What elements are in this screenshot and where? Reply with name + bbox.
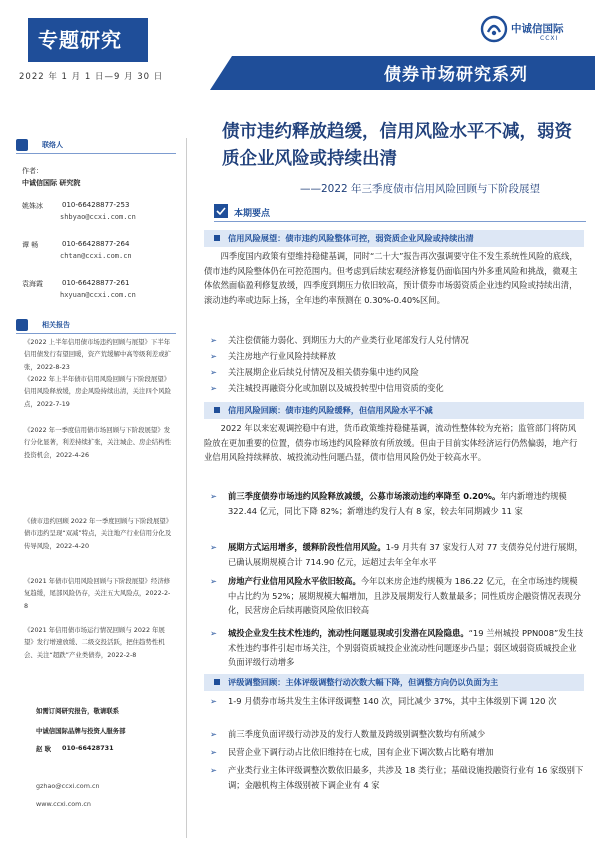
list-item-text: 关注偿债能力弱化、到期压力大的产业类行业尾部发行人兑付情况 (228, 335, 469, 345)
arrow-bullet-icon: ➢ (210, 542, 217, 552)
arrow-bullet-icon: ➢ (210, 367, 217, 377)
arrow-bullet-icon: ➢ (210, 383, 217, 393)
section-marker (214, 679, 220, 685)
section-rating-bar (204, 674, 584, 691)
section-text: 主体评级调整行动次数大幅下降，但调整方向仍以负面为主 (285, 677, 499, 687)
section-outlook-bar (204, 230, 584, 247)
arrow-bullet-icon: ➢ (210, 729, 217, 739)
divider (16, 153, 176, 154)
contact-section-heading (16, 138, 176, 154)
related-report-item[interactable]: 《债市违约回顾 2022 年一季度回顾与下阶段展望》债市违约呈现“双减”特点，关注地产行业信用分化及传导风险，2022-4-20 (24, 517, 173, 550)
column-divider (186, 138, 187, 838)
list-item-text: 关注展期企业后续兑付情况及相关债券集中违约风险 (228, 367, 419, 377)
service-email[interactable]: gzhao@ccxi.com.cn (36, 782, 100, 790)
list-item (210, 381, 584, 396)
list-item-highlight: 城投企业发生技术性违约，流动性问题显现或引发潜在风险隐患。 (228, 628, 469, 638)
key-points-heading (214, 204, 584, 220)
related-report-item[interactable]: 《2022 年上半年债市信用风险回顾与下阶段展望》信用风险释放缓，房企风险持续出清，关注四个风险点，2022-7-19 (24, 375, 171, 408)
report-header (0, 0, 595, 96)
section-prefix: 信用风险回顾： (228, 405, 286, 415)
logo-abbrev: CCXI (540, 35, 559, 42)
contact-phone: 010-66428877-264 (62, 240, 130, 248)
list-item (210, 727, 584, 742)
list-item (210, 489, 584, 518)
list-item-highlight: 前三季度债券市场违约风险释放减缓，公募市场滚动违约率降至 0.20%。 (228, 491, 501, 501)
list-item-text: “19 兰州城投 PPN008”发生技术性违约事件引起市场关注，个别弱资质城投企业流动性问题逐步凸显；弱区域弱资质城投企业负面评级行动增多 (228, 628, 584, 668)
contact-name: 谭 畅 (22, 241, 39, 249)
author-label: 作者： (22, 167, 43, 175)
service-dept: 中诚信国际品牌与投资人服务部 (36, 727, 126, 735)
list-item (210, 694, 584, 709)
service-contact-name: 赵 耿 (36, 745, 52, 753)
contact-heading-label: 联络人 (42, 141, 63, 149)
contact-phone: 010-66428877-261 (62, 279, 130, 287)
key-points-icon (214, 204, 228, 218)
list-item (210, 745, 584, 760)
list-item-text: 关注房地产行业风险持续释放 (228, 351, 336, 361)
contact-name: 袁海霞 (22, 280, 43, 288)
section-marker (214, 407, 220, 413)
list-item (210, 540, 584, 569)
arrow-bullet-icon: ➢ (210, 765, 217, 775)
related-report-item[interactable]: 《2021 年信用债市场运行情况回顾与 2022 年展望》发行增速放缓、二级交投活跃，把住趋势性机会、关注“超跌”产业类债券，2022-2-8 (24, 626, 165, 659)
report-type-tag: 专题研究 (28, 18, 148, 62)
ccxi-logo-icon (480, 15, 508, 43)
section-prefix: 评级调整回顾： (228, 677, 286, 687)
list-item-text: 年内新增违约规模 322.44 亿元，同比下降 82%；新增违约发行人有 8 家，较去年同期减少 11 家 (228, 491, 567, 516)
divider (16, 333, 176, 334)
key-points-label: 本期要点 (234, 209, 271, 219)
arrow-bullet-icon: ➢ (210, 628, 217, 638)
list-item-text: 今年以来房企违约规模为 186.22 亿元，在全市场违约规模中占比约为 52%；展期规模大幅增加，且涉及展期发行人数量最多；同性质房企融资情况表现分化，民营房企后续再融资风险依旧较高 (228, 576, 581, 616)
report-title: 债市违约释放趋缓，信用风险水平不减，弱资质企业风险或持续出清 (222, 122, 572, 169)
author-org: 中诚信国际 研究院 (22, 179, 81, 187)
arrow-bullet-icon: ➢ (210, 576, 217, 586)
list-item (210, 626, 584, 670)
service-contact-phone: 010-66428731 (62, 744, 114, 752)
section-outlook-paragraph: 四季度国内政策有望维持稳健基调，同时“二十大”报告再次强调要守住不发生系统性风险的底线，债市违约风险整体仍在可控范围内。但考虑到后续宏观经济修复仍面临国内外多重风险和挑战，微观主体依然面临盈利修复放缓，四季度到期压力依旧较高，预计债券市场弱资质企业违约风险或持续出清，滚动违约率或边际上扬，全年违约率预测在 0.30%-0.40%区间。 (204, 251, 578, 305)
arrow-bullet-icon: ➢ (210, 696, 217, 706)
list-item (210, 574, 584, 618)
list-item-text: 产业类行业主体评级调整次数依旧最多，共涉及 18 类行业；基础设施投融资行业有 16 家级别下调；金融机构主体级别被下调企业有 4 家 (228, 765, 584, 790)
related-heading-label: 相关报告 (42, 321, 70, 329)
website-link[interactable]: www.ccxi.com.cn (36, 800, 91, 808)
related-section-heading (16, 318, 176, 334)
logo-name: 中诚信国际 (511, 23, 564, 35)
related-report-item[interactable]: 《2021 年债市信用风险回顾与下阶段展望》经济修复趋缓，尾部风险仍存，关注五大风险点，2022-2-8 (24, 577, 171, 610)
section-review-title (228, 405, 433, 416)
series-title: 债券市场研究系列 (384, 65, 528, 85)
contact-name: 姚姝冰 (22, 202, 43, 210)
section-outlook-title (228, 233, 474, 244)
contact-email[interactable]: chtan@ccxi.com.cn (60, 252, 132, 260)
list-item-text: 关注城投再融资分化或加剧以及城投转型中信用资质的变化 (228, 383, 444, 393)
list-item-text: 1-9 月债券市场共发生主体评级调整 140 次，同比减少 37%，其中主体级别下调 120 次 (228, 696, 557, 706)
report-icon (16, 319, 28, 331)
subscribe-note: 如需订阅研究报告，敬请联系 (36, 707, 120, 715)
list-item-text: 民营企业下调行动占比依旧维持在七成，国有企业下调次数占比略有增加 (228, 747, 494, 757)
divider (214, 221, 586, 222)
list-item-highlight: 房地产行业信用风险水平依旧较高。 (228, 576, 361, 586)
list-item (210, 349, 584, 364)
contact-email[interactable]: hxyuan@ccxi.com.cn (60, 291, 136, 299)
arrow-bullet-icon: ➢ (210, 747, 217, 757)
arrow-bullet-icon: ➢ (210, 491, 217, 501)
ccxi-logo (480, 15, 575, 47)
list-item-text: 前三季度负面评级行动涉及的发行人数量及跨级别调整次数均有所减少 (228, 729, 486, 739)
list-item-text: 1-9 月共有 37 家发行人对 77 支债券兑付进行展期，已确认展期规模合计 714.90 亿元，远超过去年全年水平 (228, 542, 583, 567)
related-report-item[interactable]: 《2022 上半年信用债市场违约回顾与展望》下半年信用债发行有望回暖，资产荒缓解中高等级利差或扩张，2022-8-23 (24, 338, 171, 371)
list-item (210, 763, 584, 792)
report-date: 2022 年 1 月 1 日—9 月 30 日 (19, 72, 164, 82)
contact-email[interactable]: shbyao@ccxi.com.cn (60, 213, 136, 221)
arrow-bullet-icon: ➢ (210, 335, 217, 345)
section-marker (214, 235, 220, 241)
list-item (210, 365, 584, 380)
report-subtitle: ——2022 年三季度债市信用风险回顾与下阶段展望 (300, 183, 541, 195)
section-prefix: 信用风险展望： (228, 233, 286, 243)
list-item (210, 333, 584, 348)
related-report-item[interactable]: 《2022 年一季度信用债市场回顾与下阶段展望》发行分化显著，利差持续扩张，关注城企、房企结构性投资机会，2022-4-26 (24, 426, 171, 459)
arrow-bullet-icon: ➢ (210, 351, 217, 361)
section-rating-title (228, 677, 498, 688)
section-review-paragraph: 2022 年以来宏观调控稳中有进，货币政策维持稳健基调，流动性整体较为充裕；监管部门将防风险放在更加重要的位置，债券市场违约风险释放有所放缓。但由于目前实体经济运行仍然偏弱，地产行业信用风险持续释放、城投流动性问题凸显，债市信用风险仍处于较高水平。 (204, 423, 578, 463)
contact-phone: 010-66428877-253 (62, 201, 130, 209)
list-item-highlight: 展期方式运用增多，缓释阶段性信用风险。 (228, 542, 386, 552)
contact-icon (16, 139, 28, 151)
section-review-bar (204, 402, 584, 419)
section-text: 债市违约风险整体可控，弱资质企业风险或持续出清 (285, 233, 474, 243)
section-text: 债市违约风险缓释，但信用风险水平不减 (285, 405, 433, 415)
